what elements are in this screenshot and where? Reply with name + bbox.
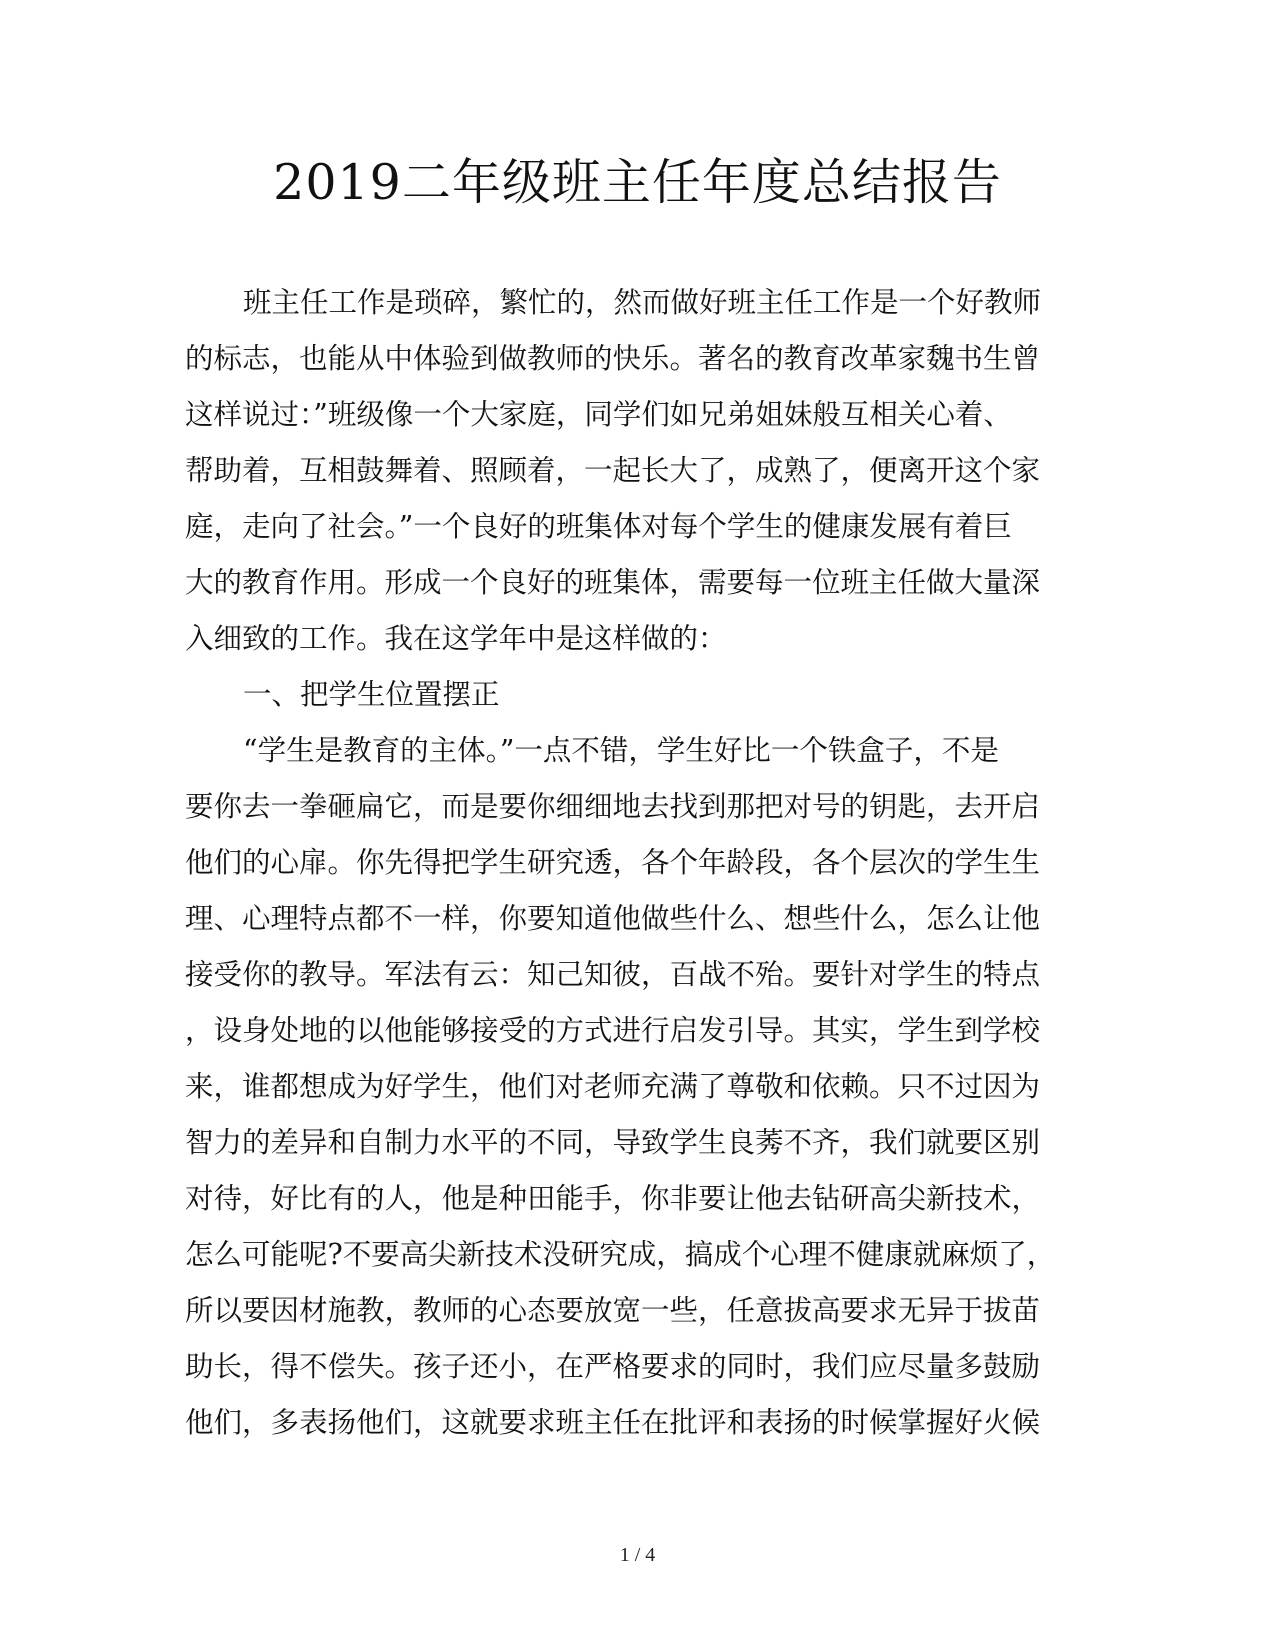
paragraph-line: ，设身处地的以他能够接受的方式进行启发引导。其实，学生到学校 [185, 1014, 1041, 1047]
paragraph-line: 怎么可能呢?不要高尖新技术没研究成，搞成个心理不健康就麻烦了， [185, 1238, 1056, 1271]
paragraph-line: 的标志，也能从中体验到做教师的快乐。著名的教育改革家魏书生曾 [185, 342, 1041, 375]
paragraph-line: 他们，多表扬他们，这就要求班主任在批评和表扬的时候掌握好火候 [185, 1406, 1041, 1439]
paragraph-line: 入细致的工作。我在这学年中是这样做的： [185, 622, 727, 655]
page-number: 1 / 4 [619, 1544, 656, 1566]
paragraph-line: 他们的心扉。你先得把学生研究透，各个年龄段，各个层次的学生生 [185, 846, 1041, 879]
document-title: 2019二年级班主任年度总结报告 [273, 154, 1002, 211]
paragraph-line: “学生是教育的主体。”一点不错，学生好比一个铁盒子，不是 [243, 734, 999, 767]
paragraph-line: 班主任工作是琐碎，繁忙的，然而做好班主任工作是一个好教师 [243, 286, 1042, 319]
paragraph-line: 接受你的教导。军法有云：知己知彼，百战不殆。要针对学生的特点 [185, 958, 1041, 991]
paragraph-line: 庭，走向了社会。”一个良好的班集体对每个学生的健康发展有着巨 [185, 510, 1012, 543]
paragraph-line: 大的教育作用。形成一个良好的班集体，需要每一位班主任做大量深 [185, 566, 1041, 599]
paragraph-line: 来，谁都想成为好学生，他们对老师充满了尊敬和依赖。只不过因为 [185, 1070, 1041, 1103]
paragraph-line: 所以要因材施教，教师的心态要放宽一些，任意拔高要求无异于拔苗 [185, 1294, 1041, 1327]
paragraph-line: 要你去一拳砸扁它，而是要你细细地去找到那把对号的钥匙，去开启 [185, 790, 1041, 823]
paragraph-line: 帮助着，互相鼓舞着、照顾着，一起长大了，成熟了，便离开这个家 [185, 454, 1041, 487]
paragraph-line: 对待，好比有的人，他是种田能手，你非要让他去钻研高尖新技术， [185, 1182, 1041, 1215]
paragraph-line: 这样说过：”班级像一个大家庭，同学们如兄弟姐妹般互相关心着、 [185, 398, 1012, 431]
paragraph-line: 理、心理特点都不一样，你要知道他做些什么、想些什么，怎么让他 [185, 902, 1041, 935]
paragraph-line: 智力的差异和自制力水平的不同，导致学生良莠不齐，我们就要区别 [185, 1126, 1041, 1159]
document-body [185, 275, 1055, 1451]
section-heading: 一、把学生位置摆正 [243, 678, 500, 711]
paragraph-line: 助长，得不偿失。孩子还小，在严格要求的同时，我们应尽量多鼓励 [185, 1350, 1041, 1383]
